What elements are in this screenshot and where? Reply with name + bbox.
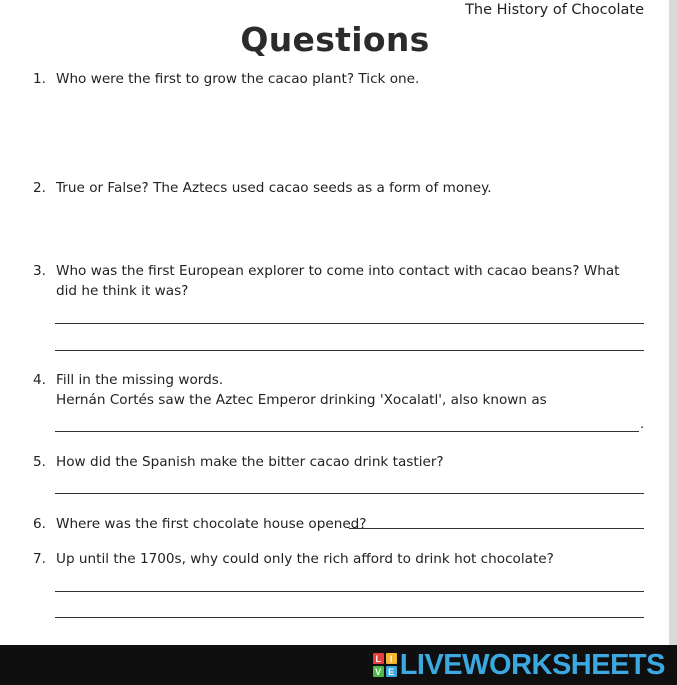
question-3 (33, 261, 645, 301)
logo-tile-l: L (373, 653, 384, 664)
answer-line[interactable] (55, 350, 644, 351)
question-5 (33, 452, 645, 472)
question-number: 6. (33, 516, 46, 532)
question-text: Where was the first chocolate house opened? (56, 516, 367, 532)
answer-line[interactable] (349, 528, 644, 529)
question-7 (33, 549, 645, 569)
question-number: 4. (33, 372, 46, 388)
logo-tile-e: E (386, 666, 397, 677)
question-number: 2. (33, 180, 46, 196)
answer-line[interactable] (55, 617, 644, 618)
question-number: 1. (33, 71, 46, 87)
question-number: 3. (33, 263, 46, 279)
liveworksheets-logo[interactable] (373, 647, 665, 683)
question-subtext: Hernán Cortés saw the Aztec Emperor drinking 'Xocalatl', also known as (56, 392, 547, 408)
page-heading: Questions (240, 20, 430, 59)
question-text: True or False? The Aztecs used cacao seeds as a form of money. (56, 180, 492, 196)
question-2 (33, 178, 645, 198)
answer-line[interactable] (55, 493, 644, 494)
question-4 (33, 370, 645, 410)
logo-text: LIVEWORKSHEETS (399, 649, 665, 681)
question-1 (33, 69, 645, 89)
question-number: 5. (33, 454, 46, 470)
page-edge (669, 0, 677, 645)
logo-tiles (373, 653, 397, 677)
question-6 (33, 514, 645, 534)
footer-bar (0, 645, 677, 685)
question-text: Fill in the missing words. (56, 372, 224, 388)
question-number: 7. (33, 551, 46, 567)
answer-line[interactable] (55, 323, 644, 324)
logo-tile-v: V (373, 666, 384, 677)
answer-line[interactable] (55, 591, 644, 592)
answer-line[interactable] (55, 431, 639, 432)
worksheet-title: The History of Chocolate (465, 2, 644, 18)
question-text: How did the Spanish make the bitter cacao drink tastier? (56, 454, 444, 470)
question-text: Up until the 1700s, why could only the rich afford to drink hot chocolate? (56, 551, 554, 567)
sentence-end-mark: . (640, 417, 645, 432)
question-text: Who were the first to grow the cacao plant? Tick one. (56, 71, 420, 87)
question-text: Who was the first European explorer to come into contact with cacao beans? What did he think it was? (56, 263, 620, 299)
logo-tile-i: I (386, 653, 397, 664)
